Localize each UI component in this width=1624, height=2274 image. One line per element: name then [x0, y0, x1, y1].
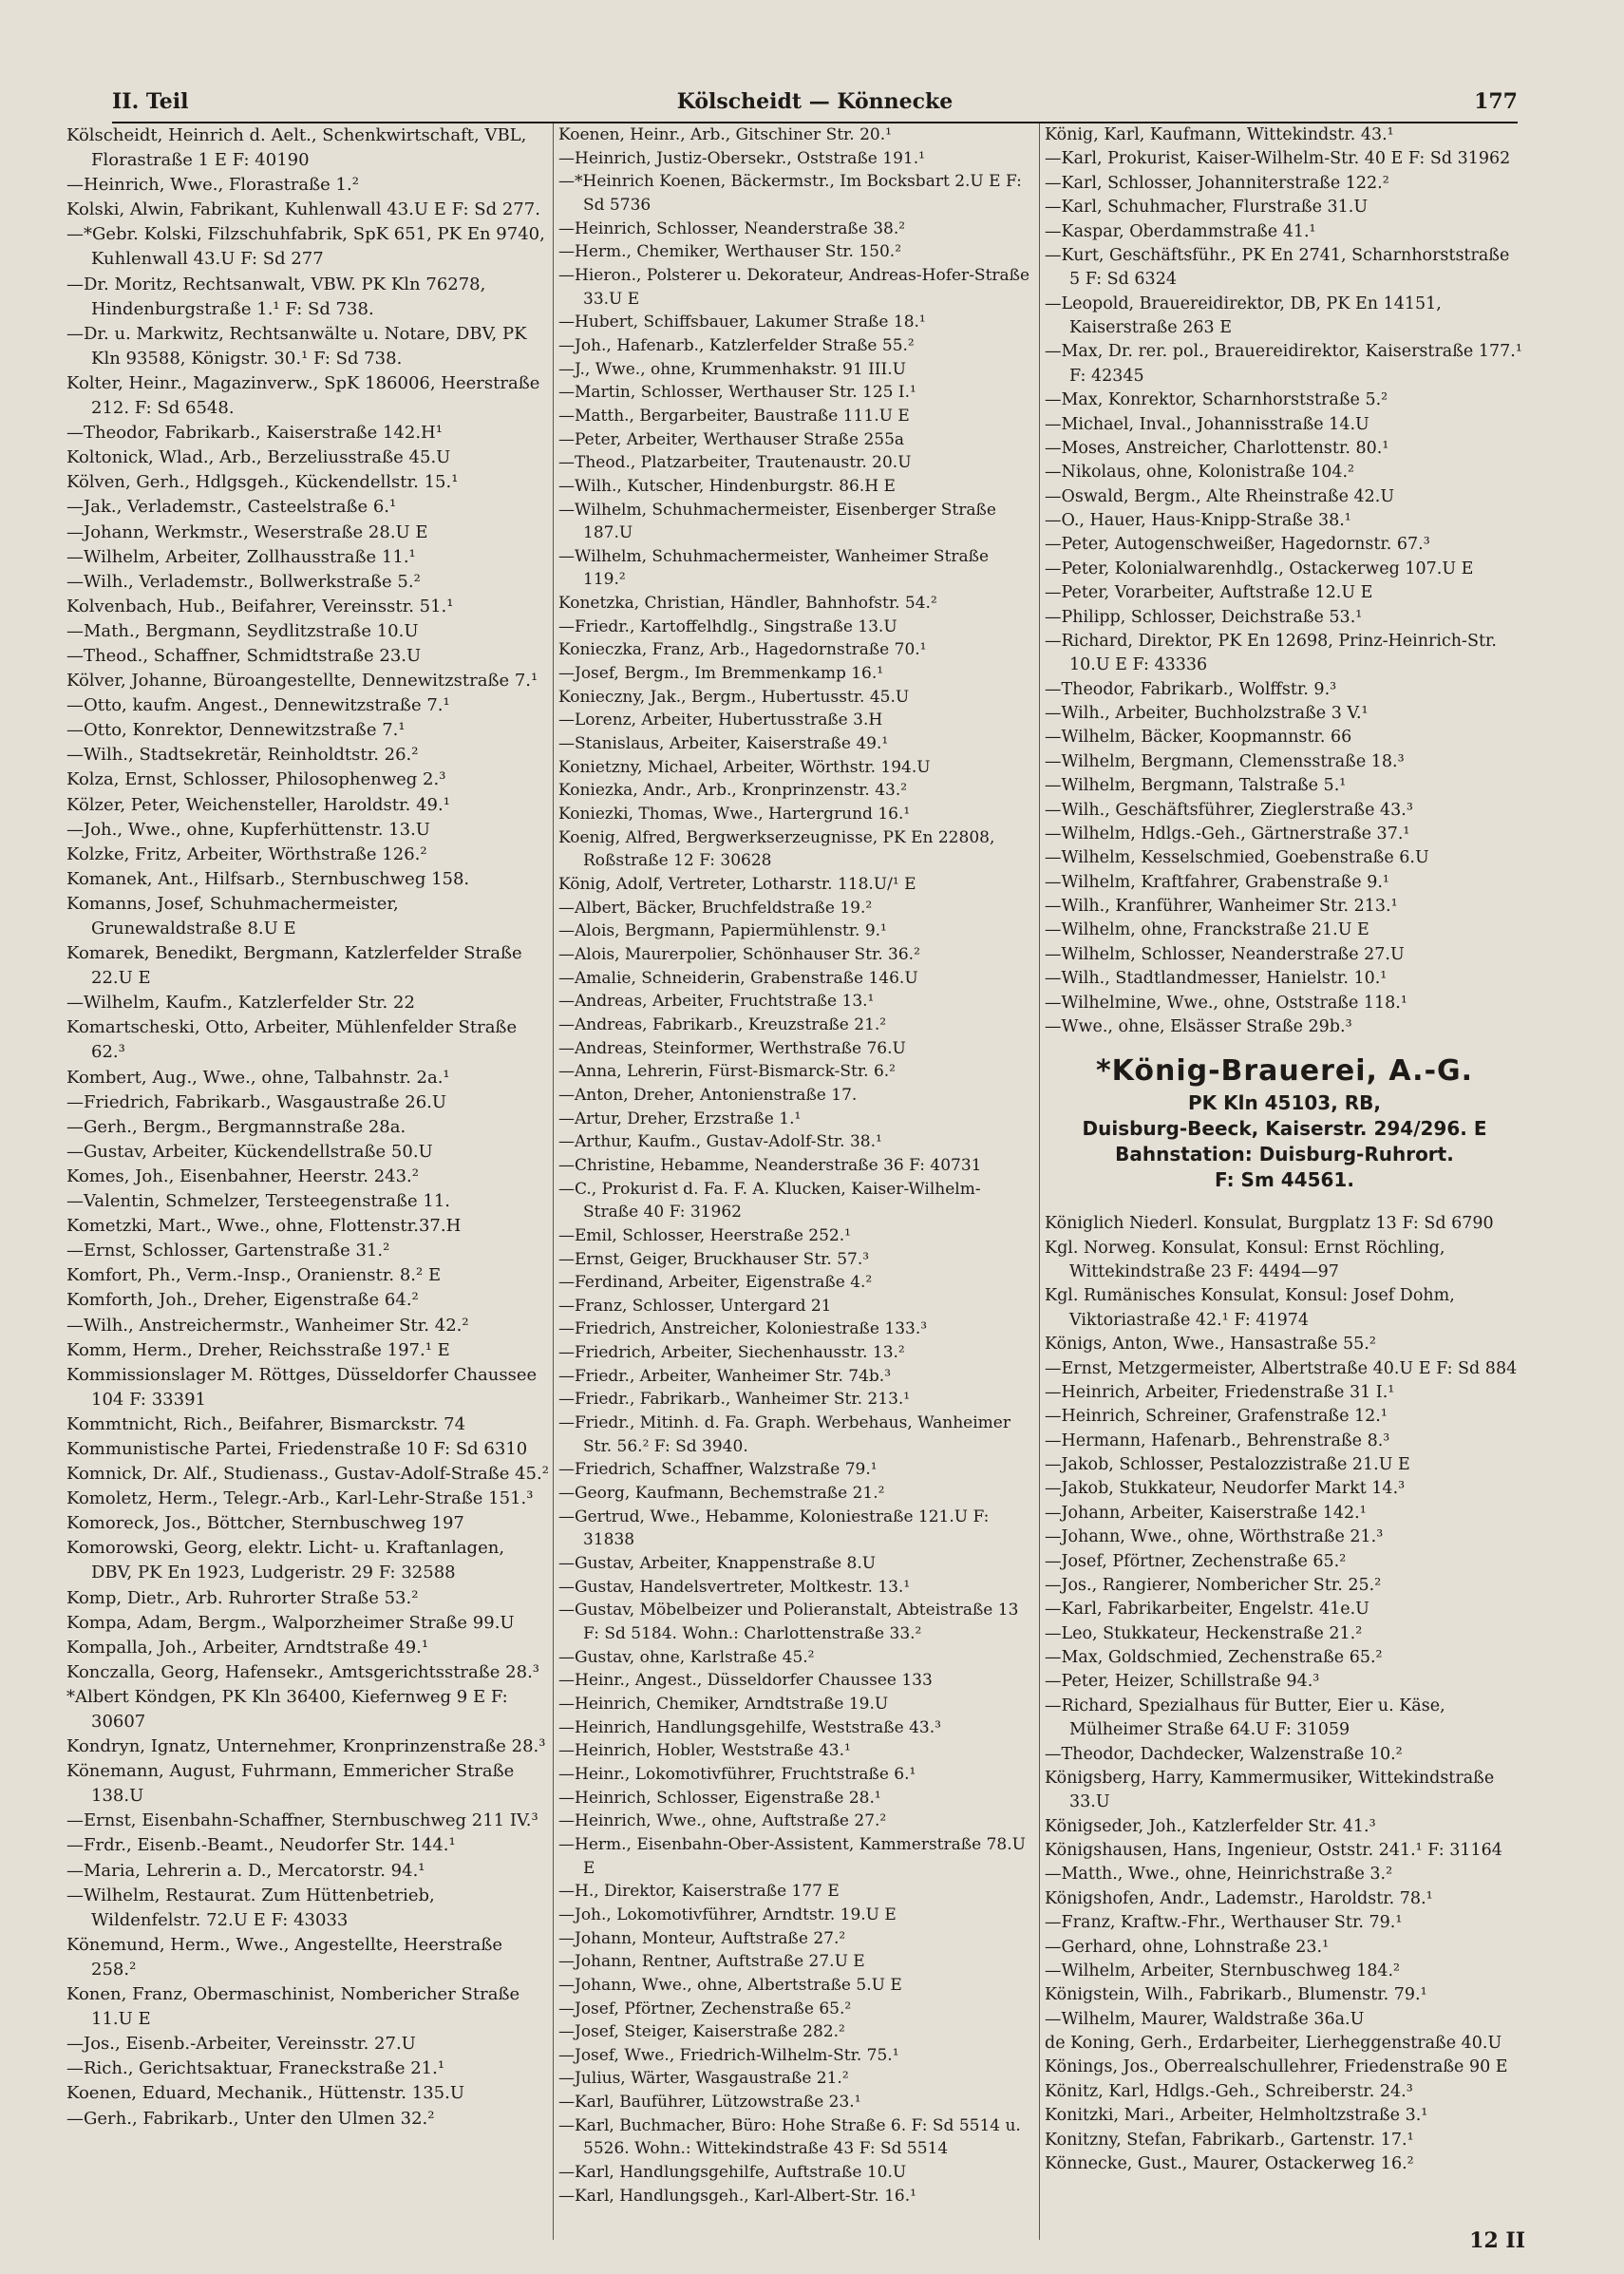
directory-entry: —Heinr., Angest., Düsseldorfer Chaussee 133: [558, 1671, 933, 1691]
directory-entry: Koenen, Eduard, Mechanik., Hüttenstr. 135.U: [66, 2083, 464, 2104]
directory-entry: —O., Hauer, Haus-Knipp-Straße 38.¹: [1045, 511, 1351, 530]
directory-entry: —Math., Bergmann, Seydlitzstraße 10.U: [66, 620, 419, 641]
directory-entry: —Wilhelm, Bergmann, Talstraße 5.¹: [1045, 776, 1347, 796]
directory-entry: Kölver, Johanne, Büroangestellte, Dennewitzstraße 7.¹: [66, 671, 538, 692]
directory-entry: —Heinrich, Schlosser, Eigenstraße 28.¹: [558, 1788, 881, 1808]
directory-entry: —Leo, Stukkateur, Heckenstraße 21.²: [1045, 1623, 1363, 1643]
directory-entry: Kölscheidt, Heinrich d. Aelt., Schenkwirtschaft, VBL, Florastraße 1 E F: 40190: [66, 125, 527, 171]
directory-entry: —Artur, Dreher, Erzstraße 1.¹: [558, 1109, 802, 1128]
directory-entry: —Josef, Pförtner, Zechenstraße 65.²: [1045, 1551, 1347, 1571]
directory-entry: —Peter, Kolonialwarenhdlg., Ostackerweg 107.U E: [1045, 559, 1474, 578]
directory-entry: —*Heinrich Koenen, Bäckermstr., Im Bocksbart 2.U E F: Sd 5736: [558, 172, 1022, 215]
directory-entry: —Wilhelm, Schuhmachermeister, Wanheimer Straße 119.²: [558, 546, 990, 590]
directory-entry: —Wilhelmine, Wwe., ohne, Oststraße 118.¹: [1045, 993, 1407, 1013]
ad-line: Bahnstation: Duisburg-Ruhrort.: [1115, 1143, 1454, 1166]
directory-entry: —C., Prokurist d. Fa. F. A. Klucken, Kaiser-Wilhelm-Straße 40 F: 31962: [558, 1179, 981, 1222]
section-label: II. Teil: [112, 89, 189, 114]
directory-entry: —Johann, Arbeiter, Kaiserstraße 142.¹: [1045, 1503, 1367, 1523]
directory-entry: —Theodor, Fabrikarb., Kaiserstraße 142.H¹: [66, 423, 443, 444]
directory-entry: —Gerhard, ohne, Lohnstraße 23.¹: [1045, 1937, 1330, 1957]
directory-entry: —Josef, Wwe., Friedrich-Wilhelm-Str. 75.¹: [558, 2045, 899, 2065]
directory-entry: —Heinrich, Chemiker, Arndtstraße 19.U: [558, 1694, 889, 1714]
directory-entry: —Heinr., Lokomotivführer, Fruchtstraße 6.¹: [558, 1764, 916, 1784]
directory-entry: —Heinrich, Wwe., ohne, Auftstraße 27.²: [558, 1811, 887, 1831]
directory-entry: —Wilhelm, Maurer, Waldstraße 36a.U: [1045, 2009, 1365, 2029]
directory-entry: —Wilhelm, Arbeiter, Zollhausstraße 11.¹: [66, 546, 416, 567]
directory-entry: —Wilhelm, Kraftfahrer, Grabenstraße 9.¹: [1045, 872, 1389, 892]
directory-entry: —Otto, kaufm. Angest., Dennewitzstraße 7.¹: [66, 695, 450, 716]
directory-entry: —Kaspar, Oberdammstraße 41.¹: [1045, 221, 1316, 241]
directory-entry: Komnick, Dr. Alf., Studienass., Gustav-Adolf-Straße 45.²: [66, 1464, 549, 1485]
directory-entry: Komarek, Benedikt, Bergmann, Katzlerfelder Straße 22.U E: [66, 943, 522, 989]
directory-entry: —Joh., Lokomotivführer, Arndtstr. 19.U E: [558, 1904, 897, 1924]
page-header: [112, 89, 1518, 123]
directory-entry: —Andreas, Fabrikarb., Kreuzstraße 21.²: [558, 1014, 887, 1034]
signature-mark: 12 II: [1469, 2228, 1525, 2253]
directory-entry: Konietzny, Michael, Arbeiter, Wörthstr. 194.U: [558, 757, 931, 777]
directory-entry: —Albert, Bäcker, Bruchfeldstraße 19.²: [558, 898, 873, 918]
directory-entry: —Peter, Heizer, Schillstraße 94.³: [1045, 1672, 1320, 1692]
directory-entry: —Alois, Maurerpolier, Schönhauser Str. 36.²: [558, 944, 920, 964]
directory-entry: —Hubert, Schiffsbauer, Lakumer Straße 18.¹: [558, 313, 926, 332]
directory-entry: Königseder, Joh., Katzlerfelder Str. 41.³: [1045, 1816, 1376, 1836]
directory-entry: —Hermann, Hafenarb., Behrenstraße 8.³: [1045, 1431, 1390, 1450]
directory-entry: —Wilhelm, Kaufm., Katzlerfelder Str. 22: [66, 993, 415, 1014]
directory-entry: —Wilhelm, Kesselschmied, Goebenstraße 6.U: [1045, 848, 1429, 868]
directory-entry: —Franz, Schlosser, Untergard 21: [558, 1296, 832, 1316]
directory-entry: —Gerh., Fabrikarb., Unter den Ulmen 32.²: [66, 2108, 435, 2129]
directory-entry: —Johann, Wwe., ohne, Wörthstraße 21.³: [1045, 1527, 1384, 1547]
directory-entry: Komp, Dietr., Arb. Ruhrorter Straße 53.²: [66, 1587, 419, 1608]
directory-entry: —Otto, Konrektor, Dennewitzstraße 7.¹: [66, 720, 406, 741]
directory-entry: Kgl. Norweg. Konsulat, Konsul: Ernst Röchling, Wittekindstraße 23 F: 4494—97: [1045, 1238, 1445, 1281]
directory-entry: —Ernst, Metzgermeister, Albertstraße 40.U E F: Sd 884: [1045, 1358, 1518, 1378]
directory-entry: —Ernst, Geiger, Bruckhauser Str. 57.³: [558, 1249, 870, 1269]
directory-entry: —Lorenz, Arbeiter, Hubertusstraße 3.H: [558, 711, 883, 730]
column-1: [66, 123, 549, 2132]
directory-entry: —Heinrich, Arbeiter, Friedenstraße 31 I.¹: [1045, 1382, 1395, 1402]
column-divider: [1039, 123, 1040, 2240]
directory-entry: —Peter, Vorarbeiter, Auftstraße 12.U E: [1045, 583, 1373, 603]
directory-entry: —Amalie, Schneiderin, Grabenstraße 146.U: [558, 968, 918, 988]
directory-entry: —H., Direktor, Kaiserstraße 177 E: [558, 1882, 840, 1902]
directory-entry: —Frdr., Eisenb.-Beamt., Neudorfer Str. 144.¹: [66, 1835, 456, 1856]
directory-entry: —Gertrud, Wwe., Hebamme, Koloniestraße 121.U F: 31838: [558, 1507, 990, 1550]
directory-entry: —Wwe., ohne, Elsässer Straße 29b.³: [1045, 1016, 1352, 1036]
directory-entry: —Wilhelm, Bäcker, Koopmannstr. 66: [1045, 728, 1352, 748]
directory-entry: —Maria, Lehrerin a. D., Mercatorstr. 94.¹: [66, 1860, 425, 1881]
directory-entry: —Karl, Prokurist, Kaiser-Wilhelm-Str. 40 E F: Sd 31962: [1045, 149, 1511, 169]
directory-entry: —Jak., Verlademstr., Casteelstraße 6.¹: [66, 497, 397, 518]
directory-entry: —Friedr., Mitinh. d. Fa. Graph. Werbehaus, Wanheimer Str. 56.² F: Sd 3940.: [558, 1413, 1010, 1456]
directory-entry: —Alois, Bergmann, Papiermühlenstr. 9.¹: [558, 921, 887, 941]
directory-entry: —Karl, Handlungsgeh., Karl-Albert-Str. 16.¹: [558, 2186, 916, 2206]
directory-entry: —Peter, Arbeiter, Werthauser Straße 255a: [558, 429, 905, 449]
directory-entry: Kondryn, Ignatz, Unternehmer, Kronprinzenstraße 28.³: [66, 1736, 546, 1757]
directory-entry: Kompalla, Joh., Arbeiter, Arndtstraße 49.¹: [66, 1637, 429, 1658]
directory-entry: Konitzki, Mari., Arbeiter, Helmholtzstraße 3.¹: [1045, 2106, 1428, 2126]
directory-entry: —Wilh., Stadtsekretär, Reinholdtstr. 26.²: [66, 745, 419, 766]
ad-title: *König-Brauerei, A.-G.: [1095, 1054, 1474, 1089]
directory-entry: —Wilhelm, ohne, Franckstraße 21.U E: [1045, 920, 1369, 940]
directory-entry: König, Adolf, Vertreter, Lotharstr. 118.U/¹ E: [558, 875, 916, 894]
directory-entry: —Anton, Dreher, Antonienstraße 17.: [558, 1085, 858, 1105]
directory-entry: —Emil, Schlosser, Heerstraße 252.¹: [558, 1225, 851, 1245]
directory-entry: Komforth, Joh., Dreher, Eigenstraße 64.²: [66, 1290, 419, 1311]
directory-entry: Könnecke, Gust., Maurer, Ostackerweg 16.²: [1045, 2153, 1414, 2173]
directory-entry: —Wilhelm, Restaurat. Zum Hüttenbetrieb, Wildenfelstr. 72.U E F: 43033: [66, 1885, 435, 1930]
column-3-upper: [1045, 123, 1524, 1039]
directory-entry: —Wilh., Anstreichermstr., Wanheimer Str. 42.²: [66, 1315, 469, 1336]
directory-entry: Kolski, Alwin, Fabrikant, Kuhlenwall 43.U E F: Sd 277.: [66, 199, 540, 220]
directory-entry: —Theod., Schaffner, Schmidtstraße 23.U: [66, 645, 422, 666]
directory-entry: Komanns, Josef, Schuhmachermeister, Grunewaldstraße 8.U E: [66, 893, 399, 938]
directory-entry: —Julius, Wärter, Wasgaustraße 21.²: [558, 2069, 849, 2089]
directory-entry: —Friedr., Kartoffelhdlg., Singstraße 13.U: [558, 616, 897, 636]
directory-entry: —Theodor, Fabrikarb., Wolffstr. 9.³: [1045, 679, 1337, 699]
directory-entry: Konitzny, Stefan, Fabrikarb., Gartenstr. 17.¹: [1045, 2130, 1414, 2150]
directory-entry: —Dr. Moritz, Rechtsanwalt, VBW. PK Kln 76278, Hindenburgstraße 1.¹ F: Sd 738.: [66, 274, 486, 319]
directory-entry: —Wilh., Verlademstr., Bollwerkstraße 5.²: [66, 571, 421, 592]
directory-entry: —Friedrich, Fabrikarb., Wasgaustraße 26.U: [66, 1091, 447, 1112]
directory-entry: *Albert Köndgen, PK Kln 36400, Kiefernweg 9 E F: 30607: [66, 1686, 508, 1732]
directory-entry: —Moses, Anstreicher, Charlottenstr. 80.¹: [1045, 438, 1389, 458]
ad-line: Duisburg-Beeck, Kaiserstr. 294/296. E: [1082, 1117, 1487, 1141]
directory-entry: —Karl, Handlungsgehilfe, Auftstraße 10.U: [558, 2163, 907, 2183]
directory-entry: —Richard, Spezialhaus für Butter, Eier u. Käse, Mülheimer Straße 64.U F: 31059: [1045, 1696, 1445, 1740]
directory-entry: Kolter, Heinr., Magazinverw., SpK 186006, Heerstraße 212. F: Sd 6548.: [66, 372, 540, 419]
directory-entry: —Oswald, Bergm., Alte Rheinstraße 42.U: [1045, 486, 1395, 506]
directory-entry: Kommunistische Partei, Friedenstraße 10 F: Sd 6310: [66, 1438, 528, 1459]
directory-entry: Könemund, Herm., Wwe., Angestellte, Heerstraße 258.²: [66, 1934, 502, 1980]
directory-entry: —Theodor, Dachdecker, Walzenstraße 10.²: [1045, 1744, 1403, 1764]
directory-entry: —Joh., Hafenarb., Katzlerfelder Straße 55.²: [558, 335, 915, 355]
directory-entry: Konen, Franz, Obermaschinist, Nombericher Straße 11.U E: [66, 1984, 520, 2030]
directory-entry: Koltonick, Wlad., Arb., Berzeliusstraße 45.U: [66, 447, 451, 468]
directory-entry: Komoreck, Jos., Böttcher, Sternbuschweg 197: [66, 1513, 464, 1534]
directory-entry: —Wilhelm, Bergmann, Clemensstraße 18.³: [1045, 751, 1405, 771]
directory-entry: Komanek, Ant., Hilfsarb., Sternbuschweg 158.: [66, 868, 470, 889]
directory-entry: —Arthur, Kaufm., Gustav-Adolf-Str. 38.¹: [558, 1132, 882, 1152]
directory-entry: Königshausen, Hans, Ingenieur, Oststr. 241.¹ F: 31164: [1045, 1841, 1502, 1860]
directory-entry: Konieczka, Franz, Arb., Hagedornstraße 70.¹: [558, 640, 927, 660]
directory-entry: —Johann, Wwe., ohne, Albertstraße 5.U E: [558, 1975, 902, 1995]
directory-entry: —Jos., Eisenb.-Arbeiter, Vereinsstr. 27.U: [66, 2034, 416, 2055]
directory-entry: —Matth., Bergarbeiter, Baustraße 111.U E: [558, 406, 910, 426]
directory-entry: —Heinrich, Schreiner, Grafenstraße 12.¹: [1045, 1407, 1388, 1427]
directory-entry: Kolvenbach, Hub., Beifahrer, Vereinsstr. 51.¹: [66, 596, 454, 616]
directory-entry: —Matth., Wwe., ohne, Heinrichstraße 3.²: [1045, 1865, 1393, 1885]
brewery-advertisement: [1045, 1052, 1524, 1193]
directory-entry: —Gustav, Arbeiter, Kückendellstraße 50.U: [66, 1141, 433, 1162]
directory-entry: Kgl. Rumänisches Konsulat, Konsul: Josef Dohm, Viktoriastraße 42.¹ F: 41974: [1045, 1286, 1455, 1330]
directory-entry: —Franz, Kraftw.-Fhr., Werthauser Str. 79.¹: [1045, 1913, 1403, 1933]
directory-entry: —Nikolaus, ohne, Kolonistraße 104.²: [1045, 463, 1355, 483]
directory-entry: —Heinrich, Wwe., Florastraße 1.²: [66, 175, 359, 196]
directory-entry: Königs, Anton, Wwe., Hansastraße 55.²: [1045, 1335, 1376, 1355]
column-divider: [553, 123, 554, 2240]
directory-entry: Königlich Niederl. Konsulat, Burgplatz 13 F: Sd 6790: [1045, 1214, 1494, 1234]
directory-entry: —J., Wwe., ohne, Krummenhakstr. 91 III.U: [558, 359, 906, 379]
directory-entry: —Ernst, Eisenbahn-Schaffner, Sternbuschweg 211 IV.³: [66, 1810, 538, 1831]
directory-entry: Koenen, Heinr., Arb., Gitschiner Str. 20.¹: [558, 125, 892, 144]
directory-entry: —Heinrich, Schlosser, Neanderstraße 38.²: [558, 218, 906, 238]
directory-entry: —Johann, Rentner, Auftstraße 27.U E: [558, 1952, 865, 1972]
column-2: [558, 123, 1033, 2208]
directory-entry: —Peter, Autogenschweißer, Hagedornstr. 67.³: [1045, 535, 1430, 555]
directory-entry: —Wilhelm, Schlosser, Neanderstraße 27.U: [1045, 944, 1405, 964]
directory-entry: —Christine, Hebamme, Neanderstraße 36 F: 40731: [558, 1155, 982, 1175]
directory-entry: —Leopold, Brauereidirektor, DB, PK En 14151, Kaiserstraße 263 E: [1045, 294, 1442, 337]
directory-entry: Komfort, Ph., Verm.-Insp., Oranienstr. 8.² E: [66, 1265, 442, 1286]
directory-entry: —Friedrich, Arbeiter, Siechenhausstr. 13.²: [558, 1343, 905, 1363]
directory-entry: —Philipp, Schlosser, Deichstraße 53.¹: [1045, 607, 1363, 627]
name-range: Kölscheidt — Könnecke: [676, 89, 954, 114]
directory-entry: —Dr. u. Markwitz, Rechtsanwälte u. Notare, DBV, PK Kln 93588, Königstr. 30.¹ F: Sd 738.: [66, 323, 527, 369]
directory-entry: —Gustav, Arbeiter, Knappenstraße 8.U: [558, 1554, 877, 1574]
directory-entry: —Gustav, ohne, Karlstraße 45.²: [558, 1647, 815, 1667]
directory-entry: —Martin, Schlosser, Werthauser Str. 125 I.¹: [558, 383, 916, 403]
directory-entry: de Koning, Gerh., Erdarbeiter, Lierheggenstraße 40.U: [1045, 2034, 1502, 2053]
directory-entry: —Heinrich, Hobler, Weststraße 43.¹: [558, 1741, 851, 1761]
directory-entry: —Gustav, Handelsvertreter, Moltkestr. 13.¹: [558, 1577, 911, 1597]
directory-entry: —Jakob, Schlosser, Pestalozzistraße 21.U E: [1045, 1455, 1410, 1474]
directory-entry: Kölzer, Peter, Weichensteller, Haroldstr. 49.¹: [66, 794, 450, 815]
directory-entry: —Max, Konrektor, Scharnhorststraße 5.²: [1045, 390, 1388, 410]
directory-entry: Königshofen, Andr., Lademstr., Haroldstr. 78.¹: [1045, 1888, 1433, 1908]
directory-entry: Kölven, Gerh., Hdlgsgeh., Kückendellstr. 15.¹: [66, 472, 459, 493]
directory-entry: —Andreas, Steinformer, Werthstraße 76.U: [558, 1038, 906, 1058]
directory-entry: Koenig, Alfred, Bergwerkserzeugnisse, PK En 22808, Roßstraße 12 F: 30628: [558, 827, 995, 871]
directory-entry: —Max, Goldschmied, Zechenstraße 65.²: [1045, 1648, 1383, 1667]
directory-entry: Konczalla, Georg, Hafensekr., Amtsgerichtsstraße 28.³: [66, 1661, 540, 1682]
directory-entry: Koniezka, Andr., Arb., Kronprinzenstr. 43.²: [558, 781, 908, 801]
directory-entry: Komes, Joh., Eisenbahner, Heerstr. 243.²: [66, 1165, 419, 1186]
directory-entry: —Richard, Direktor, PK En 12698, Prinz-Heinrich-Str. 10.U E F: 43336: [1045, 631, 1497, 675]
directory-entry: —Friedr., Fabrikarb., Wanheimer Str. 213.¹: [558, 1390, 911, 1410]
directory-entry: —Heinrich, Handlungsgehilfe, Weststraße 43.³: [558, 1717, 941, 1737]
directory-entry: —Gustav, Möbelbeizer und Polieranstalt, Abteistraße 13 F: Sd 5184. Wohn.: Charlottenstraße 33.²: [558, 1601, 1019, 1643]
directory-entry: Komartscheski, Otto, Arbeiter, Mühlenfelder Straße 62.³: [66, 1017, 518, 1063]
directory-entry: Könemann, August, Fuhrmann, Emmericher Straße 138.U: [66, 1761, 515, 1807]
directory-entry: —Karl, Buchmacher, Büro: Hohe Straße 6. F: Sd 5514 u. 5526. Wohn.: Wittekindstraße 43 F: Sd 5514: [558, 2115, 1021, 2159]
directory-entry: —Georg, Kaufmann, Bechemstraße 21.²: [558, 1484, 885, 1504]
directory-entry: —Rich., Gerichtsaktuar, Franeckstraße 21.¹: [66, 2058, 445, 2079]
directory-entry: Konieczny, Jak., Bergm., Hubertusstr. 45.U: [558, 687, 910, 707]
directory-entry: —Wilhelm, Hdlgs.-Geh., Gärtnerstraße 37.¹: [1045, 824, 1410, 843]
directory-entry: —Wilh., Kranführer, Wanheimer Str. 213.¹: [1045, 897, 1398, 916]
directory-entry: —Ferdinand, Arbeiter, Eigenstraße 4.²: [558, 1273, 873, 1293]
directory-entry: —Anna, Lehrerin, Fürst-Bismarck-Str. 6.²: [558, 1062, 896, 1082]
directory-entry: Kolzke, Fritz, Arbeiter, Wörthstraße 126.²: [66, 843, 427, 864]
directory-entry: —Friedrich, Schaffner, Walzstraße 79.¹: [558, 1460, 878, 1480]
directory-entry: —Johann, Monteur, Auftstraße 27.²: [558, 1928, 846, 1948]
directory-entry: —Herm., Eisenbahn-Ober-Assistent, Kammerstraße 78.U E: [558, 1834, 1026, 1878]
directory-entry: —Wilh., Arbeiter, Buchholzstraße 3 V.¹: [1045, 704, 1369, 723]
directory-entry: —Michael, Inval., Johannisstraße 14.U: [1045, 414, 1369, 434]
directory-entry: Komm, Herm., Dreher, Reichsstraße 197.¹ E: [66, 1339, 450, 1360]
directory-entry: —Wilhelm, Schuhmachermeister, Eisenberger Straße 187.U: [558, 500, 996, 543]
ad-line: PK Kln 45103, RB,: [1187, 1091, 1382, 1115]
directory-entry: —Kurt, Geschäftsführ., PK En 2741, Scharnhorststraße 5 F: Sd 6324: [1045, 245, 1510, 290]
directory-entry: —*Gebr. Kolski, Filzschuhfabrik, SpK 651, PK En 9740, Kuhlenwall 43.U F: Sd 277: [66, 224, 545, 270]
ad-line: F: Sm 44561.: [1215, 1168, 1354, 1192]
directory-entry: —Theod., Platzarbeiter, Trautenaustr. 20.U: [558, 453, 912, 473]
directory-entry: Kombert, Aug., Wwe., ohne, Talbahnstr. 2a.¹: [66, 1067, 450, 1088]
directory-entry: —Hieron., Polsterer u. Dekorateur, Andreas-Hofer-Straße 33.U E: [558, 265, 1030, 309]
directory-entry: —Heinrich, Justiz-Obersekr., Oststraße 191.¹: [558, 148, 925, 168]
directory-entry: König, Karl, Kaufmann, Wittekindstr. 43.¹: [1045, 125, 1394, 144]
directory-entry: Konetzka, Christian, Händler, Bahnhofstr. 54.²: [558, 594, 937, 614]
directory-entry: —Wilh., Stadtlandmesser, Hanielstr. 10.¹: [1045, 969, 1388, 989]
directory-entry: —Jos., Rangierer, Nombericher Str. 25.²: [1045, 1575, 1382, 1595]
directory-entry: —Wilh., Kutscher, Hindenburgstr. 86.H E: [558, 476, 896, 496]
directory-entry: —Herm., Chemiker, Werthauser Str. 150.²: [558, 242, 902, 262]
directory-entry: Komorowski, Georg, elektr. Licht- u. Kraftanlagen, DBV, PK En 1923, Ludgeristr. 29 F: 32588: [66, 1538, 505, 1583]
directory-entry: Kolza, Ernst, Schlosser, Philosophenweg 2.³: [66, 769, 446, 790]
directory-entry: —Josef, Pförtner, Zechenstraße 65.²: [558, 1999, 852, 2018]
directory-entry: —Max, Dr. rer. pol., Brauereidirektor, Kaiserstraße 177.¹ F: 42345: [1045, 342, 1522, 386]
column-3-lower: [1045, 1212, 1524, 2176]
directory-entry: —Josef, Bergm., Im Bremmenkamp 16.¹: [558, 664, 884, 684]
directory-entry: —Stanislaus, Arbeiter, Kaiserstraße 49.¹: [558, 734, 889, 754]
directory-entry: —Wilhelm, Arbeiter, Sternbuschweg 184.²: [1045, 1961, 1401, 1980]
page-number: 177: [1474, 89, 1518, 114]
directory-entry: —Ernst, Schlosser, Gartenstraße 31.²: [66, 1241, 390, 1261]
directory-entry: Königsberg, Harry, Kammermusiker, Wittekindstraße 33.U: [1045, 1768, 1495, 1812]
directory-entry: —Joh., Wwe., ohne, Kupferhüttenstr. 13.U: [66, 819, 430, 840]
directory-entry: —Karl, Bauführer, Lützowstraße 23.¹: [558, 2093, 861, 2113]
directory-entry: Komoletz, Herm., Telegr.-Arb., Karl-Lehr-Straße 151.³: [66, 1488, 534, 1509]
directory-entry: —Johann, Werkmstr., Weserstraße 28.U E: [66, 521, 428, 542]
directory-entry: —Josef, Steiger, Kaiserstraße 282.²: [558, 2022, 845, 2042]
directory-entry: —Andreas, Arbeiter, Fruchtstraße 13.¹: [558, 992, 875, 1012]
directory-entry: Kometzki, Mart., Wwe., ohne, Flottenstr.37.H: [66, 1216, 462, 1237]
directory-entry: —Karl, Schuhmacher, Flurstraße 31.U: [1045, 198, 1369, 218]
directory-entry: Kompa, Adam, Bergm., Walporzheimer Straße 99.U: [66, 1612, 515, 1633]
directory-entry: Könitz, Karl, Hdlgs.-Geh., Schreiberstr. 24.³: [1045, 2081, 1413, 2101]
directory-entry: —Karl, Schlosser, Johanniterstraße 122.²: [1045, 173, 1389, 193]
directory-entry: Koniezki, Thomas, Wwe., Hartergrund 16.¹: [558, 805, 911, 824]
column-3: [1045, 123, 1524, 2176]
directory-entry: —Jakob, Stukkateur, Neudorfer Markt 14.³: [1045, 1479, 1406, 1499]
directory-entry: —Karl, Fabrikarbeiter, Engelstr. 41e.U: [1045, 1600, 1369, 1620]
directory-entry: Könings, Jos., Oberrealschullehrer, Friedenstraße 90 E: [1045, 2057, 1508, 2077]
directory-entry: Königstein, Wilh., Fabrikarb., Blumenstr. 79.¹: [1045, 1985, 1427, 2005]
directory-entry: —Valentin, Schmelzer, Tersteegenstraße 11.: [66, 1191, 451, 1212]
directory-entry: Kommtnicht, Rich., Beifahrer, Bismarckstr. 74: [66, 1413, 466, 1434]
directory-entry: Kommissionslager M. Röttges, Düsseldorfer Chaussee 104 F: 33391: [66, 1364, 538, 1410]
directory-entry: —Wilh., Geschäftsführer, Zieglerstraße 43.³: [1045, 800, 1413, 820]
directory-entry: —Friedrich, Anstreicher, Koloniestraße 133.³: [558, 1319, 928, 1339]
directory-entry: —Friedr., Arbeiter, Wanheimer Str. 74b.³: [558, 1366, 892, 1386]
directory-entry: —Gerh., Bergm., Bergmannstraße 28a.: [66, 1116, 406, 1137]
